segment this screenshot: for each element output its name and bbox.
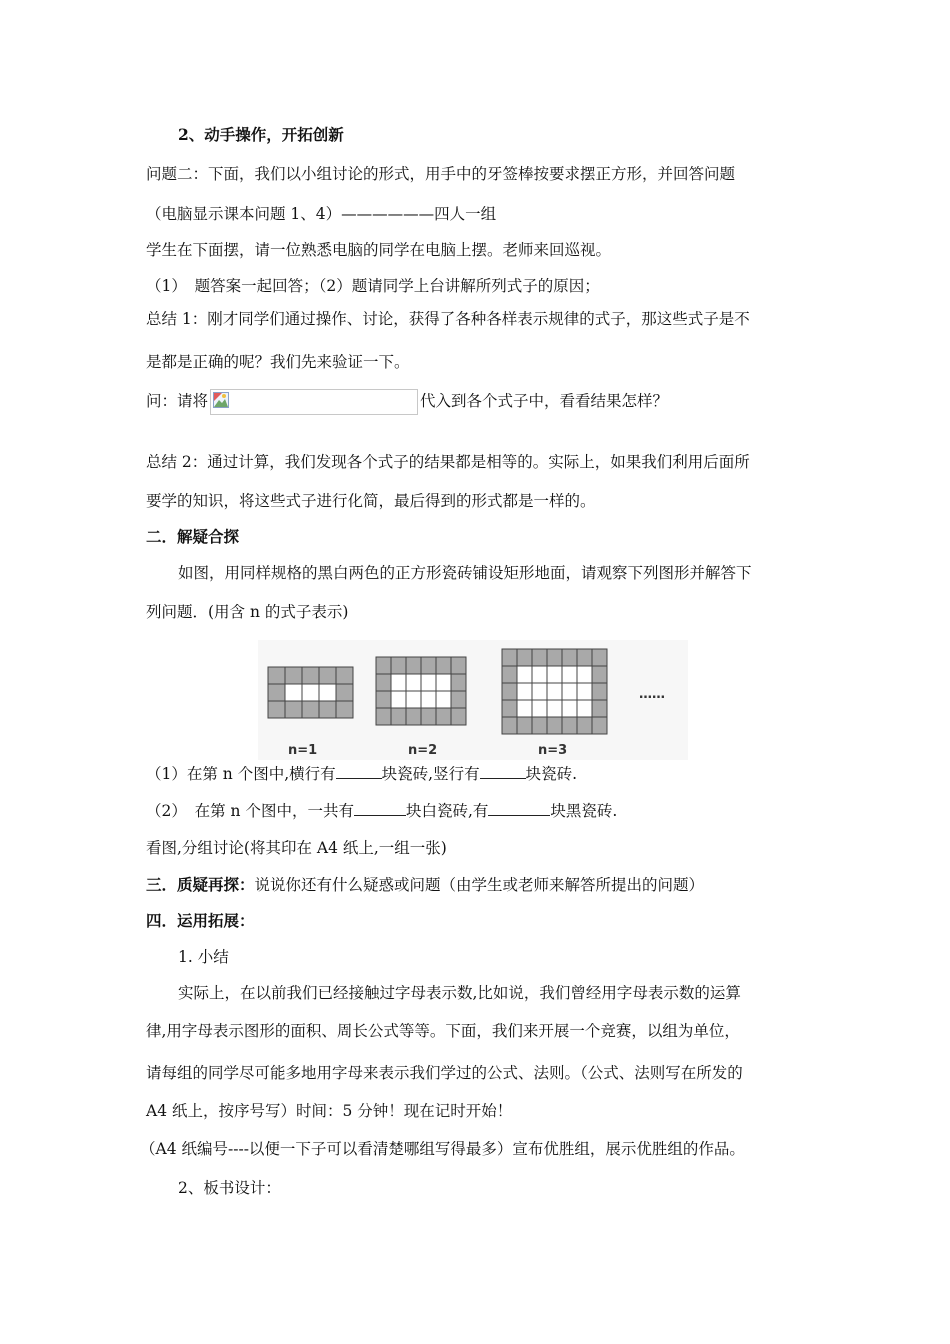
summary-one-line-2: 是都是正确的呢？我们先来验证一下。 <box>146 353 410 371</box>
figure-ellipsis: …… <box>639 687 665 702</box>
computer-display-text: （电脑显示课本问题 1、4）——————四人一组 <box>146 205 497 223</box>
section-heading-two: 二．解疑合探 <box>146 527 240 546</box>
summary-two-line-2: 要学的知识，将这些式子进行化简，最后得到的形式都是一样的。 <box>146 492 596 510</box>
tile-problem-line-2: 列问题．(用含 n 的式子表示) <box>146 603 349 621</box>
section-three <box>146 875 704 895</box>
group-discussion-text: 看图,分组讨论(将其印在 A4 纸上,一组一张) <box>146 839 447 857</box>
section-heading-three: 三．质疑再探： <box>146 875 255 894</box>
question-two-part-c: 块黑瓷砖. <box>550 802 618 820</box>
tile-grid-n3 <box>502 649 607 734</box>
summary-one-line-1: 总结 1：刚才同学们通过操作、讨论，获得了各种各样表示规律的式子，那这些式子是不 <box>146 310 750 328</box>
tile-problem-line-1: 如图，用同样规格的黑白两色的正方形瓷砖铺设矩形地面，请观察下列图形并解答下 <box>178 564 752 582</box>
summary-two-line-1: 总结 2：通过计算，我们发现各个式子的结果都是相等的。实际上，如果我们利用后面所 <box>146 453 750 471</box>
question-prefix: 问：请将 <box>146 392 209 410</box>
answer-blank[interactable] <box>480 764 526 779</box>
question-one-part-a: （1）在第 n 个图中,横行有 <box>146 765 336 783</box>
question-two <box>146 801 617 821</box>
question-one-part-c: 块瓷砖. <box>525 765 578 783</box>
answer-blank[interactable] <box>488 801 550 816</box>
a4-numbering-note: （A4 纸编号----以便一下子可以看清楚哪组写得最多）宣布优胜组，展示优胜组的作品。 <box>140 1140 745 1158</box>
students-arrange-text: 学生在下面摆，请一位熟悉电脑的同学在电脑上摆。老师来回巡视。 <box>146 241 612 259</box>
figure-label-n3: n=3 <box>538 743 568 758</box>
question-two-part-b: 块白瓷砖,有 <box>405 802 489 820</box>
broken-image-placeholder <box>210 389 418 415</box>
question-two-part-a: （2） 在第 n 个图中，一共有 <box>146 802 354 820</box>
answer-blank[interactable] <box>354 801 406 816</box>
summary-paragraph-line-2: 律,用字母表示图形的面积、周长公式等等。下面，我们来开展一个竞赛，以组为单位， <box>146 1022 740 1040</box>
section-heading-four: 四．运用拓展： <box>146 911 255 930</box>
question-suffix: 代入到各个式子中，看看结果怎样？ <box>420 392 669 410</box>
figure-label-n2: n=2 <box>408 743 438 758</box>
section-heading-hands-on: 2、动手操作，开拓创新 <box>178 125 344 144</box>
tile-grid-n1 <box>268 667 353 718</box>
tile-grid-n2 <box>376 657 466 725</box>
subsection-board-design: 2、板书设计： <box>178 1179 281 1197</box>
tile-pattern-svg <box>258 640 688 760</box>
question-one-part-b: 块瓷砖,竖行有 <box>381 765 480 783</box>
summary-paragraph-line-4: A4 纸上，按序号写）时间：5 分钟！现在记时开始！ <box>146 1102 513 1120</box>
summary-paragraph-line-1: 实际上，在以前我们已经接触过字母表示数,比如说，我们曾经用字母表示数的运算 <box>178 984 741 1002</box>
section-three-text: 说说你还有什么疑惑或问题（由学生或老师来解答所提出的问题） <box>254 876 705 894</box>
figure-label-n1: n=1 <box>288 743 318 758</box>
question-one <box>146 764 577 784</box>
answer-instructions: （1） 题答案一起回答；（2）题请同学上台讲解所列式子的原因； <box>146 277 600 295</box>
summary-paragraph-line-3: 请每组的同学尽可能多地用字母来表示我们学过的公式、法则。（公式、法则写在所发的 <box>146 1064 743 1082</box>
question-substitute <box>146 389 668 415</box>
subsection-summary: 1. 小结 <box>178 948 229 966</box>
broken-image-icon <box>213 392 229 408</box>
tile-pattern-figure <box>258 640 688 760</box>
answer-blank[interactable] <box>336 764 382 779</box>
problem-two-text: 问题二：下面，我们以小组讨论的形式，用手中的牙签棒按要求摆正方形，并回答问题 <box>146 165 736 183</box>
